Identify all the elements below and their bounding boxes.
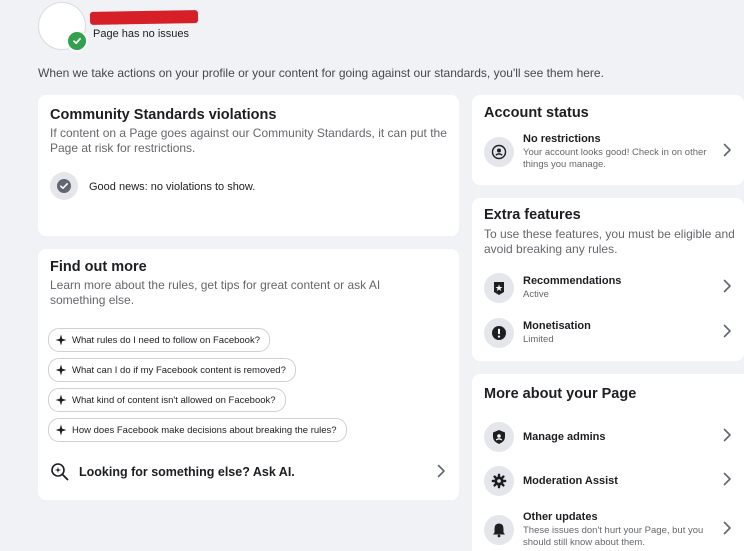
recommendations-label: Recommendations (523, 275, 622, 287)
bell-icon (484, 515, 514, 545)
no-restrictions-label: No restrictions (523, 133, 601, 145)
alert-icon (484, 318, 514, 348)
chevron-right-icon (722, 472, 732, 491)
recommendations-row[interactable] (484, 273, 732, 303)
ai-prompt-chip[interactable] (48, 358, 296, 382)
sparkle-icon (55, 334, 67, 346)
chevron-right-icon (436, 464, 446, 481)
no-restrictions-sub: Your account looks good! Check in on other things you manage. (523, 147, 707, 170)
page-status-text: Page has no issues (93, 28, 190, 40)
no-violations-text: Good news: no violations to show. (89, 181, 256, 193)
ai-prompt-label: What can I do if my Facebook content is removed? (72, 364, 286, 376)
ask-ai-button[interactable] (50, 461, 446, 483)
ask-ai-label: Looking for something else? Ask AI. (79, 465, 295, 479)
monetisation-label: Monetisation (523, 320, 591, 332)
ai-prompt-chip[interactable] (48, 328, 270, 352)
community-standards-description: If content on a Page goes against our Community Standards, it can put the Page at risk for restrictions. (50, 126, 447, 155)
manage-admins-row[interactable] (484, 422, 732, 452)
ai-prompt-label: What rules do I need to follow on Facebook? (72, 334, 261, 346)
chevron-right-icon (722, 521, 732, 540)
recommendations-status: Active (523, 289, 549, 300)
redacted-page-name (90, 10, 198, 25)
ai-search-icon (50, 462, 72, 482)
ai-prompt-label: What kind of content isn't allowed on Facebook? (72, 394, 276, 406)
more-about-page-title: More about your Page (484, 386, 637, 402)
chevron-right-icon (722, 143, 732, 162)
account-icon (484, 137, 514, 167)
community-standards-title: Community Standards violations (50, 107, 277, 123)
community-standards-card (38, 95, 459, 236)
extra-features-card (472, 198, 744, 361)
sparkle-icon (55, 394, 67, 406)
other-updates-sub: These issues don't hurt your Page, but you should still know about them. (523, 525, 704, 548)
check-badge-icon (66, 30, 88, 52)
account-status-card (472, 95, 744, 185)
ai-prompt-label: How does Facebook make decisions about breaking the rules? (72, 424, 337, 436)
chevron-right-icon (722, 324, 732, 343)
account-status-title: Account status (484, 105, 589, 121)
sparkle-icon (55, 424, 67, 436)
chevron-right-icon (722, 279, 732, 298)
shield-icon (484, 422, 514, 452)
other-updates-label: Other updates (523, 511, 598, 523)
extra-features-description: To use these features, you must be eligible and avoid breaking any rules. (484, 227, 735, 256)
moderation-assist-label: Moderation Assist (523, 475, 618, 487)
intro-text: When we take actions on your profile or your content for going against our standards, you'll see them here. (38, 66, 604, 80)
ai-prompt-chip[interactable] (48, 388, 286, 412)
more-about-page-card (472, 374, 744, 551)
no-restrictions-row[interactable] (484, 133, 732, 171)
chevron-right-icon (722, 428, 732, 447)
other-updates-row[interactable] (484, 511, 732, 549)
sparkle-icon (55, 364, 67, 376)
recommendations-icon (484, 273, 514, 303)
check-circle-icon (50, 172, 78, 200)
moderation-assist-row[interactable] (484, 466, 732, 496)
find-out-more-card (38, 249, 459, 500)
find-out-more-title: Find out more (50, 259, 147, 275)
monetisation-status: Limited (523, 334, 554, 345)
manage-admins-label: Manage admins (523, 431, 606, 443)
ai-prompt-chip[interactable] (48, 418, 347, 442)
extra-features-title: Extra features (484, 207, 581, 223)
monetisation-row[interactable] (484, 318, 732, 348)
gear-icon (484, 466, 514, 496)
find-out-more-description: Learn more about the rules, get tips for great content or ask AI something else. (50, 278, 381, 307)
